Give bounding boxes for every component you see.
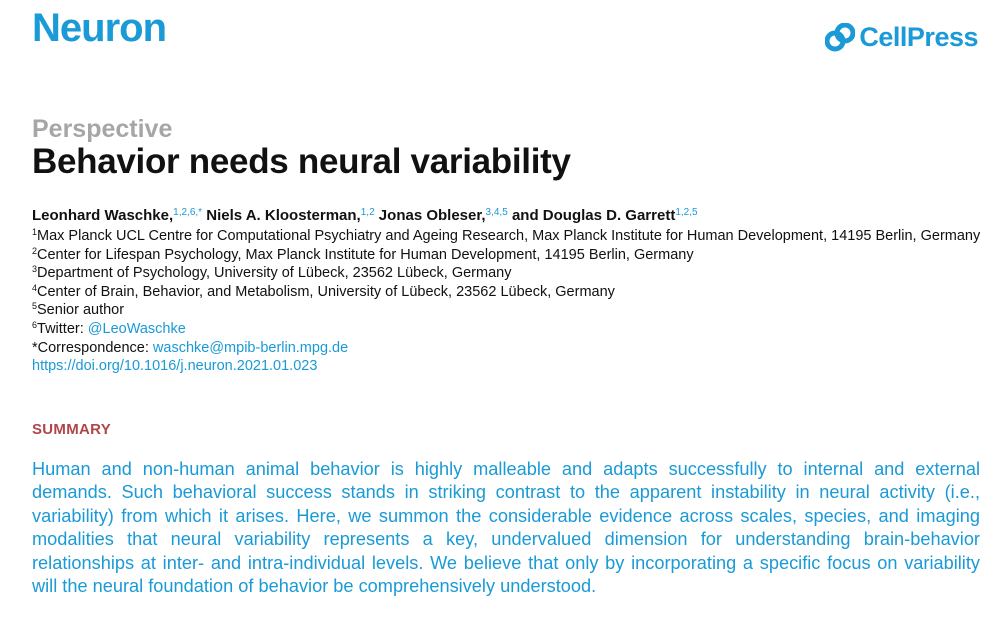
affil-text: Department of Psychology, University of Lübeck, 23562 Lübeck, Germany [37, 265, 512, 282]
affil-number: 6 [32, 319, 38, 330]
affil-text: Center of Brain, Behavior, and Metabolism, University of Lübeck, 23562 Lübeck, Germany [37, 283, 615, 300]
summary-text: Human and non-human animal behavior is highly malleable and adapts successfully to internal and external demands. Such behavioral success stands in striking contrast to the apparent instability in neural activity (i.e., variability) from which it arises. Here, we summon the considerable evidence across scales, species, and imaging modalities that neural variability represents a key, undervalued dimension for understanding brain-behavior relationships at inter- and intra-individual levels. We believe that only by incorporating a specific focus on variability will the neural foundation of behavior be comprehensively understood. [32, 459, 980, 597]
doi-link[interactable]: https://doi.org/10.1016/j.neuron.2021.01.023 [32, 358, 318, 375]
affiliation-item [32, 301, 982, 320]
author-affil-sup: 1,2 [360, 207, 375, 218]
publisher-name: CellPress [859, 22, 978, 52]
affiliation-list [32, 227, 982, 376]
article-type: Perspective [32, 115, 173, 143]
affil-number: 3 [32, 264, 38, 275]
affil-number: 2 [32, 245, 38, 256]
journal-logo: Neuron [32, 6, 166, 50]
author-name[interactable]: Leonhard Waschke, [32, 207, 174, 224]
affiliation-item [32, 227, 982, 246]
author-list [32, 207, 698, 224]
article-title: Behavior needs neural variability [32, 142, 571, 181]
doi-line [32, 357, 982, 376]
twitter-label: Twitter: [37, 320, 88, 337]
affil-number: 5 [32, 301, 38, 312]
correspondence-label: *Correspondence: [32, 339, 153, 356]
affiliation-item [32, 283, 982, 302]
publisher-logo [825, 22, 978, 53]
author-affil-sup: 1,2,6,* [173, 207, 203, 218]
author-name[interactable]: and Douglas D. Garrett [507, 207, 676, 224]
twitter-handle-link[interactable]: @LeoWaschke [87, 320, 186, 337]
affil-number: 4 [32, 282, 38, 293]
affil-text: Senior author [37, 302, 125, 319]
affil-text: Center for Lifespan Psychology, Max Planck Institute for Human Development, 14195 Berlin, Germany [37, 246, 694, 263]
summary-heading: SUMMARY [32, 421, 112, 438]
affil-text: Max Planck UCL Centre for Computational Psychiatry and Ageing Research, Max Planck Institute for Human Development, 14195 Berlin, Germany [37, 228, 981, 244]
author-affil-sup: 3,4,5 [485, 207, 508, 218]
affiliation-item [32, 264, 982, 283]
correspondence-line [32, 339, 982, 358]
affiliation-item [32, 246, 982, 265]
author-name[interactable]: Niels A. Kloosterman, [202, 207, 361, 224]
cellpress-icon [825, 23, 855, 53]
author-affil-sup: 1,2,5 [675, 207, 698, 218]
affil-number: 1 [32, 227, 38, 237]
twitter-line [32, 320, 982, 339]
email-link[interactable]: waschke@mpib-berlin.mpg.de [152, 339, 349, 356]
author-name[interactable]: Jonas Obleser, [374, 207, 486, 224]
